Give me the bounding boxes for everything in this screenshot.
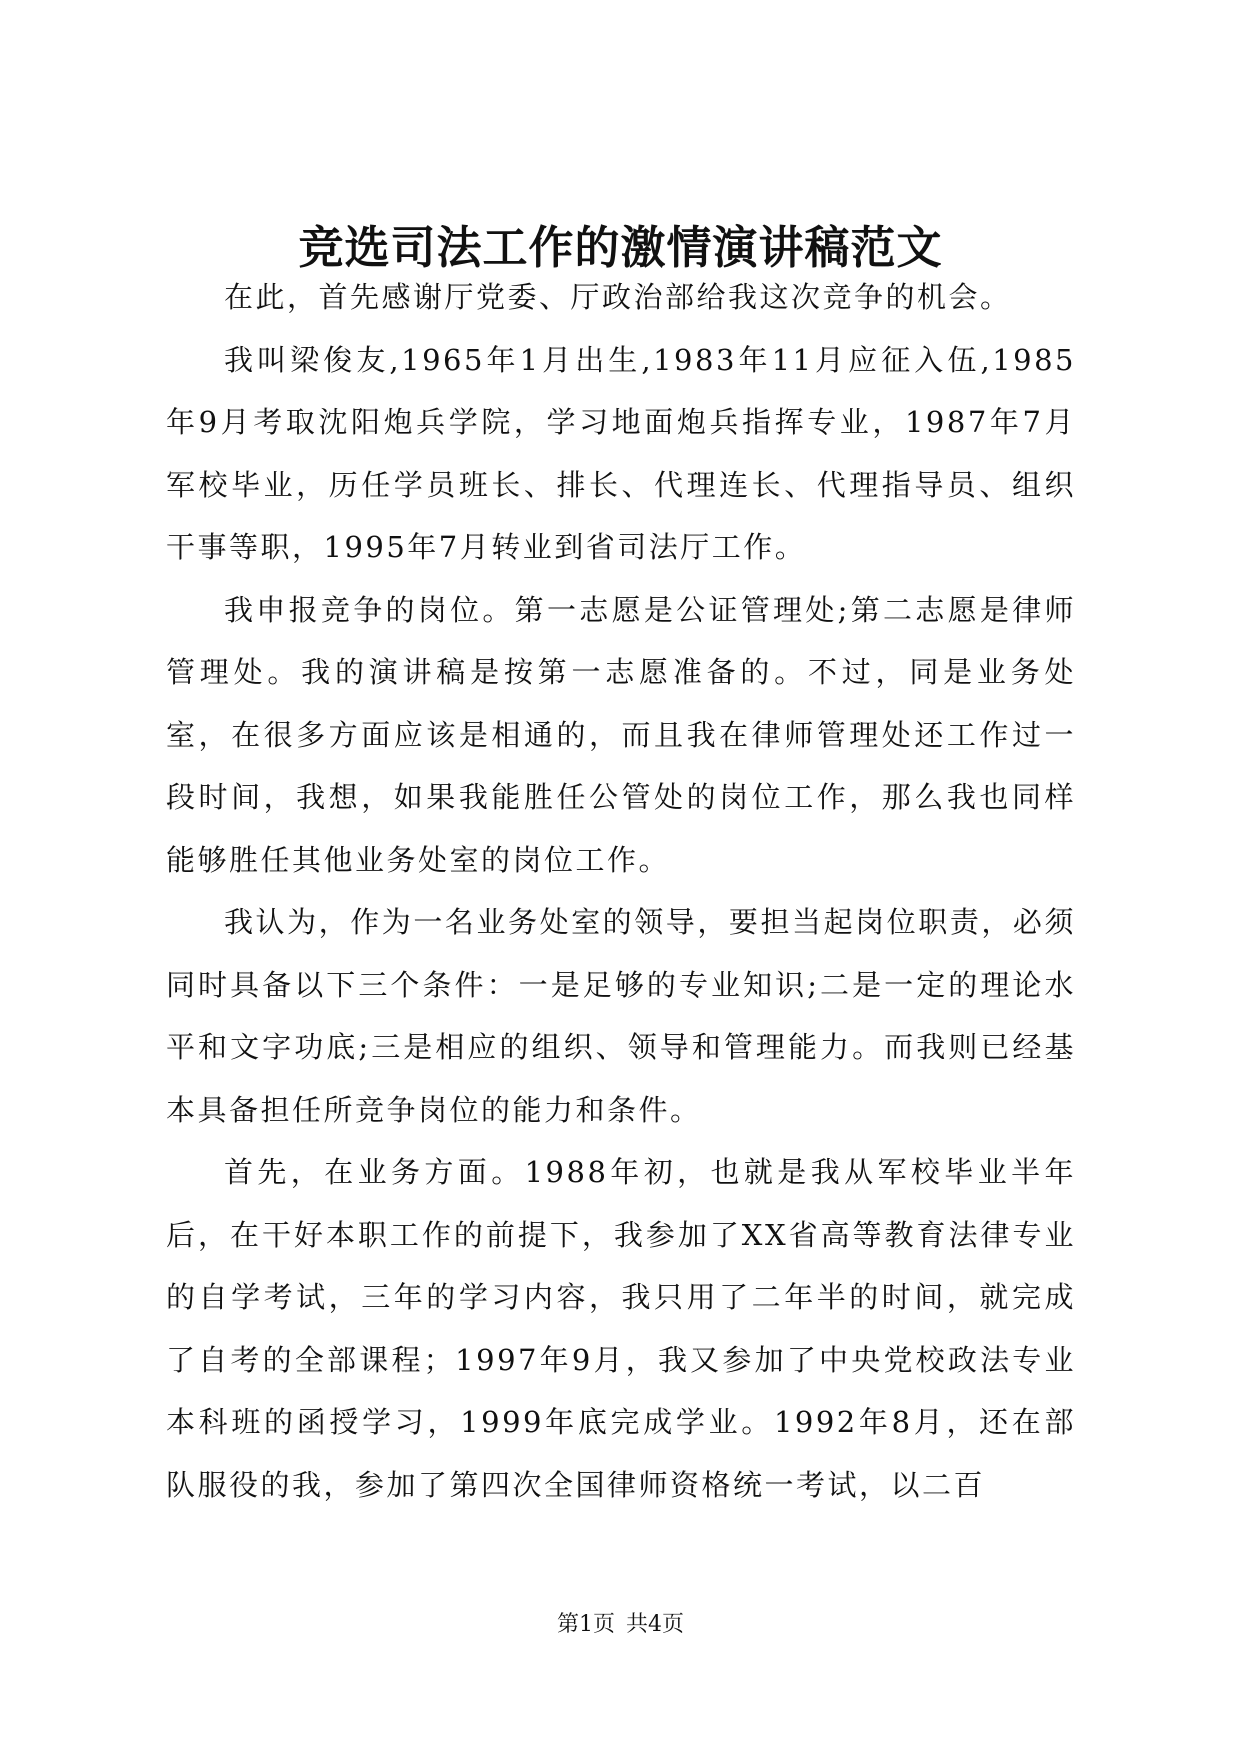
document-title: 竞选司法工作的激情演讲稿范文 — [298, 221, 943, 274]
paragraph: 在此，首先感谢厅党委、厅政治部给我这次竞争的机会。 — [224, 280, 1012, 314]
paragraph: 首先，在业务方面。1988年初，也就是我从军校毕业半年后，在干好本职工作的前提下，我参加了XX省高等教育法律专业的自学考试，三年的学习内容，我只用了二年半的时间，就完成了自考的全部课程；1997年9月，我又参加了中央党校政法专业本科班的函授学习，1999年底完成学业。1992年8月，还在部队服役的我，参加了第四次全国律师资格统一考试，以二百 — [166, 1155, 1076, 1502]
paragraph: 我申报竞争的岗位。第一志愿是公证管理处;第二志愿是律师管理处。我的演讲稿是按第一志愿准备的。不过，同是业务处室，在很多方面应该是相通的，而且我在律师管理处还工作过一段时间，我想，如果我能胜任公管处的岗位工作，那么我也同样能够胜任其他业务处室的岗位工作。 — [166, 592, 1076, 877]
paragraph: 我叫梁俊友,1965年1月出生,1983年11月应征入伍,1985年9月考取沈阳炮兵学院，学习地面炮兵指挥专业，1987年7月军校毕业，历任学员班长、排长、代理连长、代理指导员、组织干事等职，1995年7月转业到省司法厅工作。 — [166, 342, 1076, 564]
paragraph: 我认为，作为一名业务处室的领导，要担当起岗位职责，必须同时具备以下三个条件：一是足够的专业知识;二是一定的理论水平和文字功底;三是相应的组织、领导和管理能力。而我则已经基本具备担任所竞争岗位的能力和条件。 — [166, 905, 1076, 1127]
page-number: 第1页 — [557, 1612, 615, 1637]
page-footer — [0, 1610, 1241, 1640]
page-total: 共4页 — [626, 1612, 684, 1637]
document-body — [166, 266, 1076, 1516]
